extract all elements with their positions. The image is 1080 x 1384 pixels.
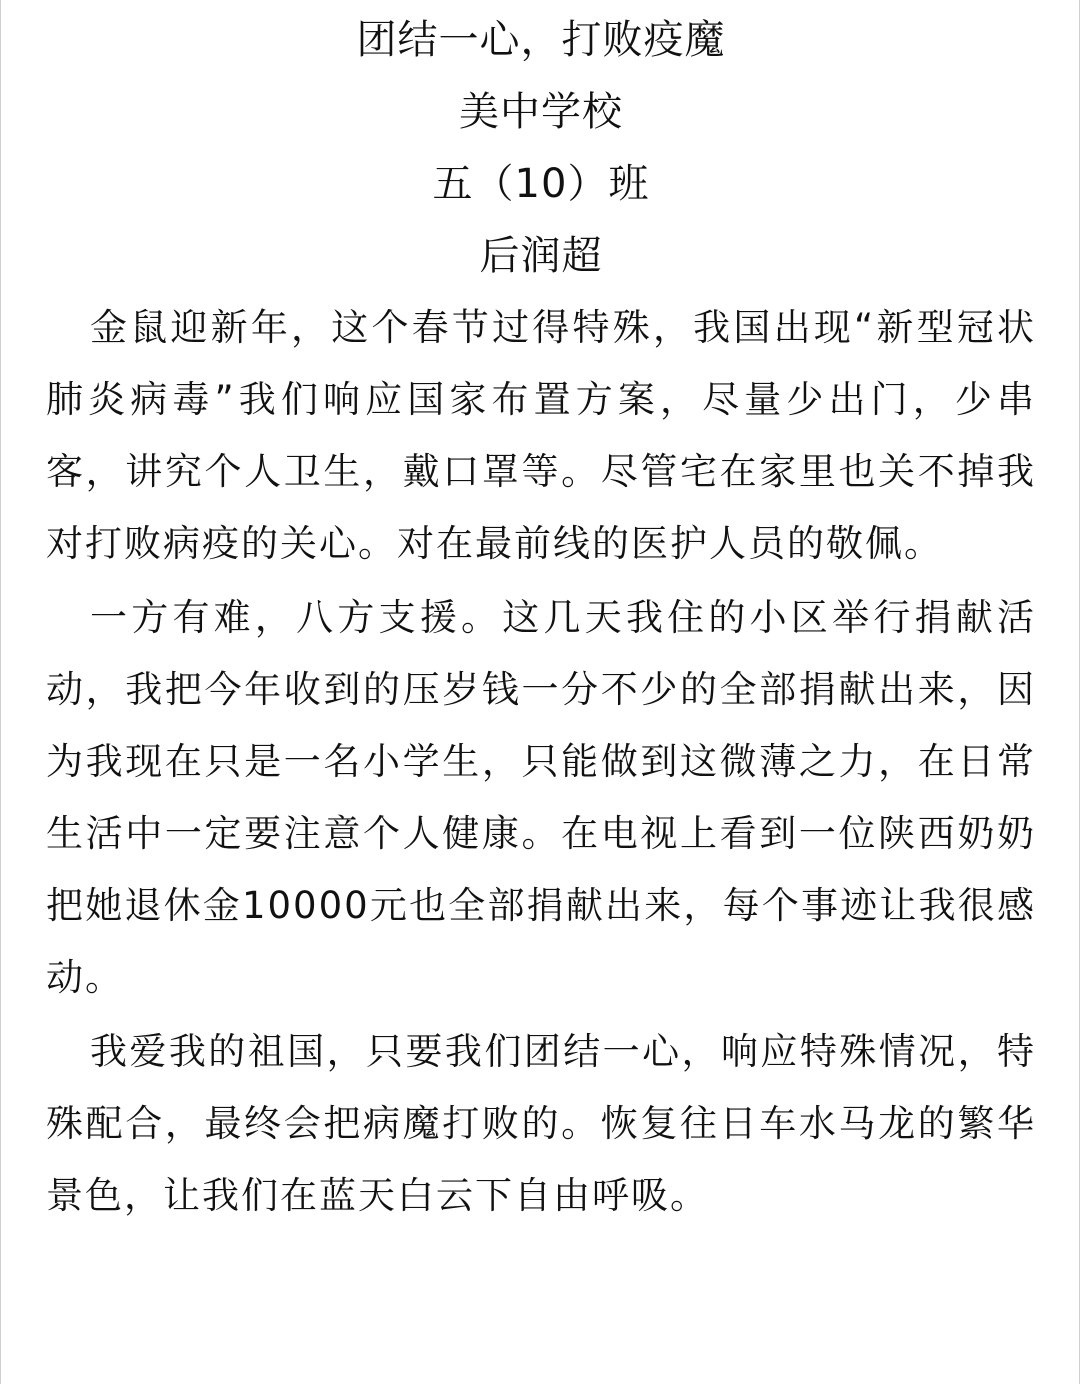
essay-title: 团结一心，打败疫魔 — [356, 17, 726, 63]
left-border — [0, 0, 1, 1384]
author-name: 后润超 — [479, 233, 603, 279]
school-name: 美中学校 — [459, 89, 623, 135]
class-name: 五（10）班 — [432, 161, 650, 207]
essay-page — [46, 0, 1036, 1234]
paragraph-1: 金鼠迎新年，这个春节过得特殊，我国出现“新型冠状肺炎病毒”我们响应国家布置方案，尽量少出门，少串客，讲究个人卫生，戴口罩等。尽管宅在家里也关不掉我对打败病疫的关心。对在最前线的医护人员的敬佩。 — [46, 306, 1036, 565]
paragraph-2: 一方有难，八方支援。这几天我住的小区举行捐献活动，我把今年收到的压岁钱一分不少的全部捐献出来，因为我现在只是一名小学生，只能做到这微薄之力，在日常生活中一定要注意个人健康。在电视上看到一位陕西奶奶把她退休金10000元也全部捐献出来，每个事迹让我很感动。 — [46, 596, 1036, 999]
paragraph-3: 我爱我的祖国，只要我们团结一心，响应特殊情况，特殊配合，最终会把病魔打败的。恢复往日车水马龙的繁华景色，让我们在蓝天白云下自由呼吸。 — [46, 1030, 1036, 1217]
